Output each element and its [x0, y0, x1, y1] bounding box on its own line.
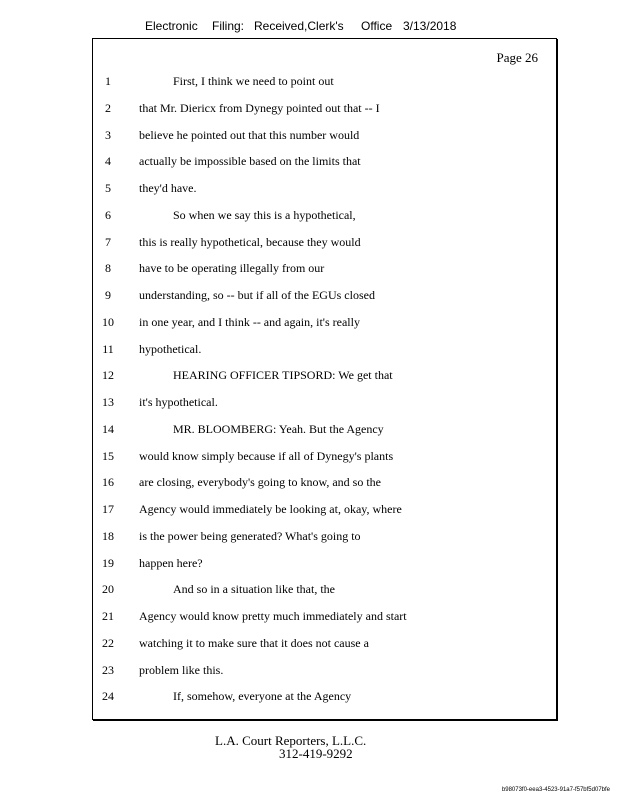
transcript-line [93, 556, 556, 576]
line-number: 14 [102, 421, 114, 436]
transcript-line [93, 529, 556, 549]
line-number: 15 [102, 448, 114, 463]
line-text: First, I think we need to point out [173, 74, 334, 88]
transcript-line [93, 689, 556, 709]
line-number: 23 [102, 662, 114, 677]
line-number: 2 [105, 100, 111, 115]
line-text: in one year, and I think -- and again, it's really [139, 314, 360, 329]
line-text: Agency would know pretty much immediately and start [139, 609, 407, 623]
header-filing: Filing: [212, 19, 245, 33]
line-text: that Mr. Diericx from Dynegy pointed out that -- I [139, 100, 380, 115]
transcript-line [93, 502, 556, 522]
transcript-line [93, 74, 556, 94]
header-date: 3/13/2018 [403, 19, 457, 33]
line-number: 16 [102, 475, 114, 490]
line-text: have to be operating illegally from our [139, 261, 325, 276]
line-number: 24 [102, 689, 114, 704]
line-number: 4 [105, 154, 111, 169]
filing-header [0, 19, 618, 37]
line-text: are closing, everybody's going to know, and so the [139, 475, 382, 490]
header-office: Office [361, 19, 393, 33]
line-number: 13 [102, 395, 114, 409]
line-text: watching it to make sure that it does not cause a [139, 635, 369, 650]
line-number: 12 [102, 368, 114, 383]
footer-company: L.A. Court Reporters, L.L.C. [215, 733, 367, 748]
transcript-line [93, 582, 556, 602]
line-number: 3 [105, 127, 111, 142]
line-text: this is really hypothetical, because they would [139, 234, 361, 249]
transcript-line [93, 128, 556, 148]
line-text: is the power being generated? What's going to [139, 528, 361, 543]
line-number: 7 [105, 234, 111, 249]
line-number: 1 [105, 74, 111, 88]
transcript-line [93, 636, 556, 656]
transcript-line [93, 475, 556, 495]
line-text: hypothetical. [139, 341, 202, 356]
footer-phone: 312-419-9292 [279, 746, 353, 761]
header-received-clerks: Received,Clerk's [254, 19, 344, 33]
line-number: 10 [102, 314, 114, 329]
line-number: 11 [102, 341, 114, 356]
line-text: Agency would immediately be looking at, okay, where [139, 502, 402, 516]
line-number: 5 [105, 181, 111, 195]
transcript-line [93, 101, 556, 121]
transcript-line [93, 609, 556, 629]
transcript-line [93, 154, 556, 174]
line-number: 20 [102, 582, 114, 597]
transcript-line [93, 261, 556, 281]
line-text: they'd have. [139, 181, 197, 195]
line-text: And so in a situation like that, the [173, 582, 335, 597]
line-number: 17 [102, 502, 114, 516]
line-number: 22 [102, 635, 114, 650]
line-text: HEARING OFFICER TIPSORD: We get that [173, 368, 393, 383]
line-text: So when we say this is a hypothetical, [173, 207, 356, 222]
page-number: Page 26 [496, 50, 538, 65]
line-number: 19 [102, 555, 114, 570]
transcript-line [93, 422, 556, 442]
transcript-line [93, 368, 556, 388]
transcript-line [93, 663, 556, 683]
transcript-line [93, 181, 556, 201]
line-number: 8 [105, 261, 111, 276]
transcript-line [93, 315, 556, 335]
line-number: 21 [102, 609, 114, 623]
header-electronic: Electronic [145, 19, 198, 33]
line-number: 18 [102, 528, 114, 543]
transcript-line [93, 208, 556, 228]
line-number: 9 [105, 288, 111, 302]
line-text: actually be impossible based on the limits that [139, 154, 361, 169]
line-number: 6 [105, 207, 111, 222]
transcript-line [93, 449, 556, 469]
transcript-line [93, 288, 556, 308]
line-text: happen here? [139, 555, 203, 570]
transcript-page-frame [92, 38, 557, 720]
transcript-line [93, 395, 556, 415]
line-text: understanding, so -- but if all of the EGUs closed [139, 288, 375, 302]
line-text: would know simply because if all of Dynegy's plants [139, 448, 394, 463]
transcript-line [93, 235, 556, 255]
line-text: it's hypothetical. [139, 395, 218, 409]
line-text: problem like this. [139, 662, 224, 677]
line-text: MR. BLOOMBERG: Yeah. But the Agency [173, 421, 384, 436]
document-id: b98073f0-eea3-4523-91a7-f57bf5d07bfe [501, 787, 610, 793]
line-text: If, somehow, everyone at the Agency [173, 689, 352, 704]
transcript-line [93, 342, 556, 362]
line-text: believe he pointed out that this number would [139, 127, 360, 142]
